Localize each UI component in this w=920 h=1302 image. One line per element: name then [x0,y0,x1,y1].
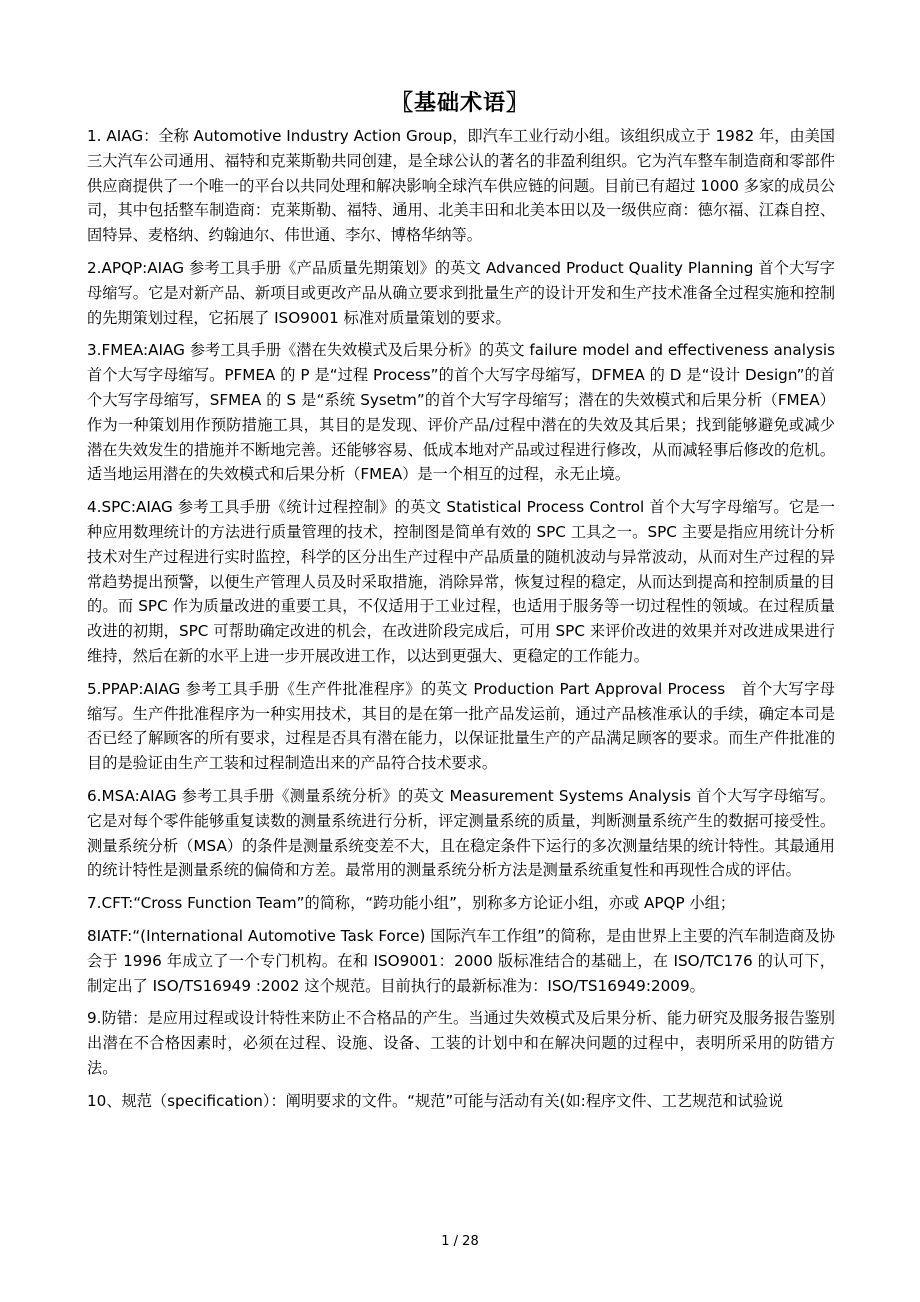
paragraph-spc: 4.SPC:AIAG 参考工具手册《统计过程控制》的英文 Statistical Process Control 首个大写字母缩写。它是一种应用数理统计的方法进行质量管理的技术，控制图是简单有效的 SPC 工具之一。SPC 主要是指应用统计分析技术对生产过程进行实时监控，科学的区分出生产过程中产品质量的随机波动与异常波动，从而对生产过程的异常趋势提出预警，以便生产管理人员及时采取措施，消除异常，恢复过程的稳定，从而达到提高和控制质量的目的。而 SPC 作为质量改进的重要工具，不仅适用于工业过程，也适用于服务等一切过程性的领域。在过程质量改进的初期，SPC 可帮助确定改进的机会，在改进阶段完成后，可用 SPC 来评价改进的效果并对改进成果进行维持，然后在新的水平上进一步开展改进工作，以达到更强大、更稳定的工作能力。 [87,498,835,665]
paragraph-cft: 7.CFT:“Cross Function Team”的简称，“跨功能小组”，别称多方论证小组，亦或 APQP 小组； [87,894,736,913]
document-body [87,124,835,1121]
paragraph-iatf: 8IATF:“(International Automotive Task Force) 国际汽车工作组”的简称，是由世界上主要的汽车制造商及协会于 1996 年成立了一个专门机构。在和 ISO9001：2000 版标准结合的基础上，在 ISO/TC176 的认可下，制定出了 ISO/TS16949 :2002 这个规范。目前执行的最新标准为：ISO/TS16949:2009。 [87,926,835,995]
paragraph-msa: 6.MSA:AIAG 参考工具手册《测量系统分析》的英文 Measurement Systems Analysis 首个大写字母缩写。它是对每个零件能够重复读数的测量系统进行分析，评定测量系统的质量，判断测量系统产生的数据可接受性。测量系统分析（MSA）的条件是测量系统变差不大，且在稳定条件下运行的多次测量结果的统计特性。其最通用的统计特性是测量系统的偏倚和方差。最常用的测量系统分析方法是测量系统重复性和再现性合成的评估。 [87,786,835,880]
paragraph-ppap: 5.PPAP:AIAG 参考工具手册《生产件批准程序》的英文 Production Part Approval Process 首个大写字母缩写。生产件批准程序为一种实用技术，其目的是在第一批产品发运前，通过产品核准承认的手续，确定本司是否已经了解顾客的所有要求，过程是否具有潜在能力，以保证批量生产的产品满足顾客的要求。而生产件批准的目的是验证由生产工装和过程制造出来的产品符合技术要求。 [87,679,835,773]
paragraph-specification: 10、规范（specification）：阐明要求的文件。“规范”可能与活动有关(如:程序文件、工艺规范和试验说 [87,1091,784,1110]
paragraph-aiag: 1. AIAG：全称 Automotive Industry Action Group，即汽车工业行动小组。该组织成立于 1982 年，由美国三大汽车公司通用、福特和克莱斯勒共同创建，是全球公认的著名的非盈利组织。它为汽车整车制造商和零部件供应商提供了一个唯一的平台以共同处理和解决影响全球汽车供应链的问题。目前已有超过 1000 多家的成员公司，其中包括整车制造商：克莱斯勒、福特、通用、北美丰田和北美本田以及一级供应商：德尔福、江森自控、固特异、麦格纳、约翰迪尔、伟世通、李尔、博格华纳等。 [87,127,835,245]
paragraph-apqp: 2.APQP:AIAG 参考工具手册《产品质量先期策划》的英文 Advanced Product Quality Planning 首个大写字母缩写。它是对新产品、新项目或更改产品从确立要求到批量生产的设计开发和生产技术准备全过程实施和控制的先期策划过程，它拓展了 ISO9001 标准对质量策划的要求。 [87,258,835,327]
page-number: 1 / 28 [441,1234,479,1249]
document-title: 〖基础术语〗 [390,91,529,116]
paragraph-fmea: 3.FMEA:AIAG 参考工具手册《潜在失效模式及后果分析》的英文 failure model and effectiveness analysis 首个大写字母缩写。PFMEA 的 P 是“过程 Process”的首个大写字母缩写，DFMEA 的 D 是“设计 Design”的首个大写字母缩写，SFMEA 的 S 是“系统 Sysetm”的首个大写字母缩写；潜在的失效模式和后果分析（FMEA）作为一种策划用作预防措施工具，其目的是发现、评价产品/过程中潜在的失效及其后果；找到能够避免或减少潜在失效发生的措施并不断地完善。还能够容易、低成本地对产品或过程进行修改，从而减轻事后修改的危机。适当地运用潜在的失效模式和后果分析（FMEA）是一个相互的过程，永无止境。 [87,341,835,484]
paragraph-error-proofing: 9.防错：是应用过程或设计特性来防止不合格品的产生。当通过失效模式及后果分析、能力研究及服务报告鉴别出潜在不合格因素时，必须在过程、设施、设备、工装的计划中和在解决问题的过程中，表明所采用的防错方法。 [87,1009,835,1077]
